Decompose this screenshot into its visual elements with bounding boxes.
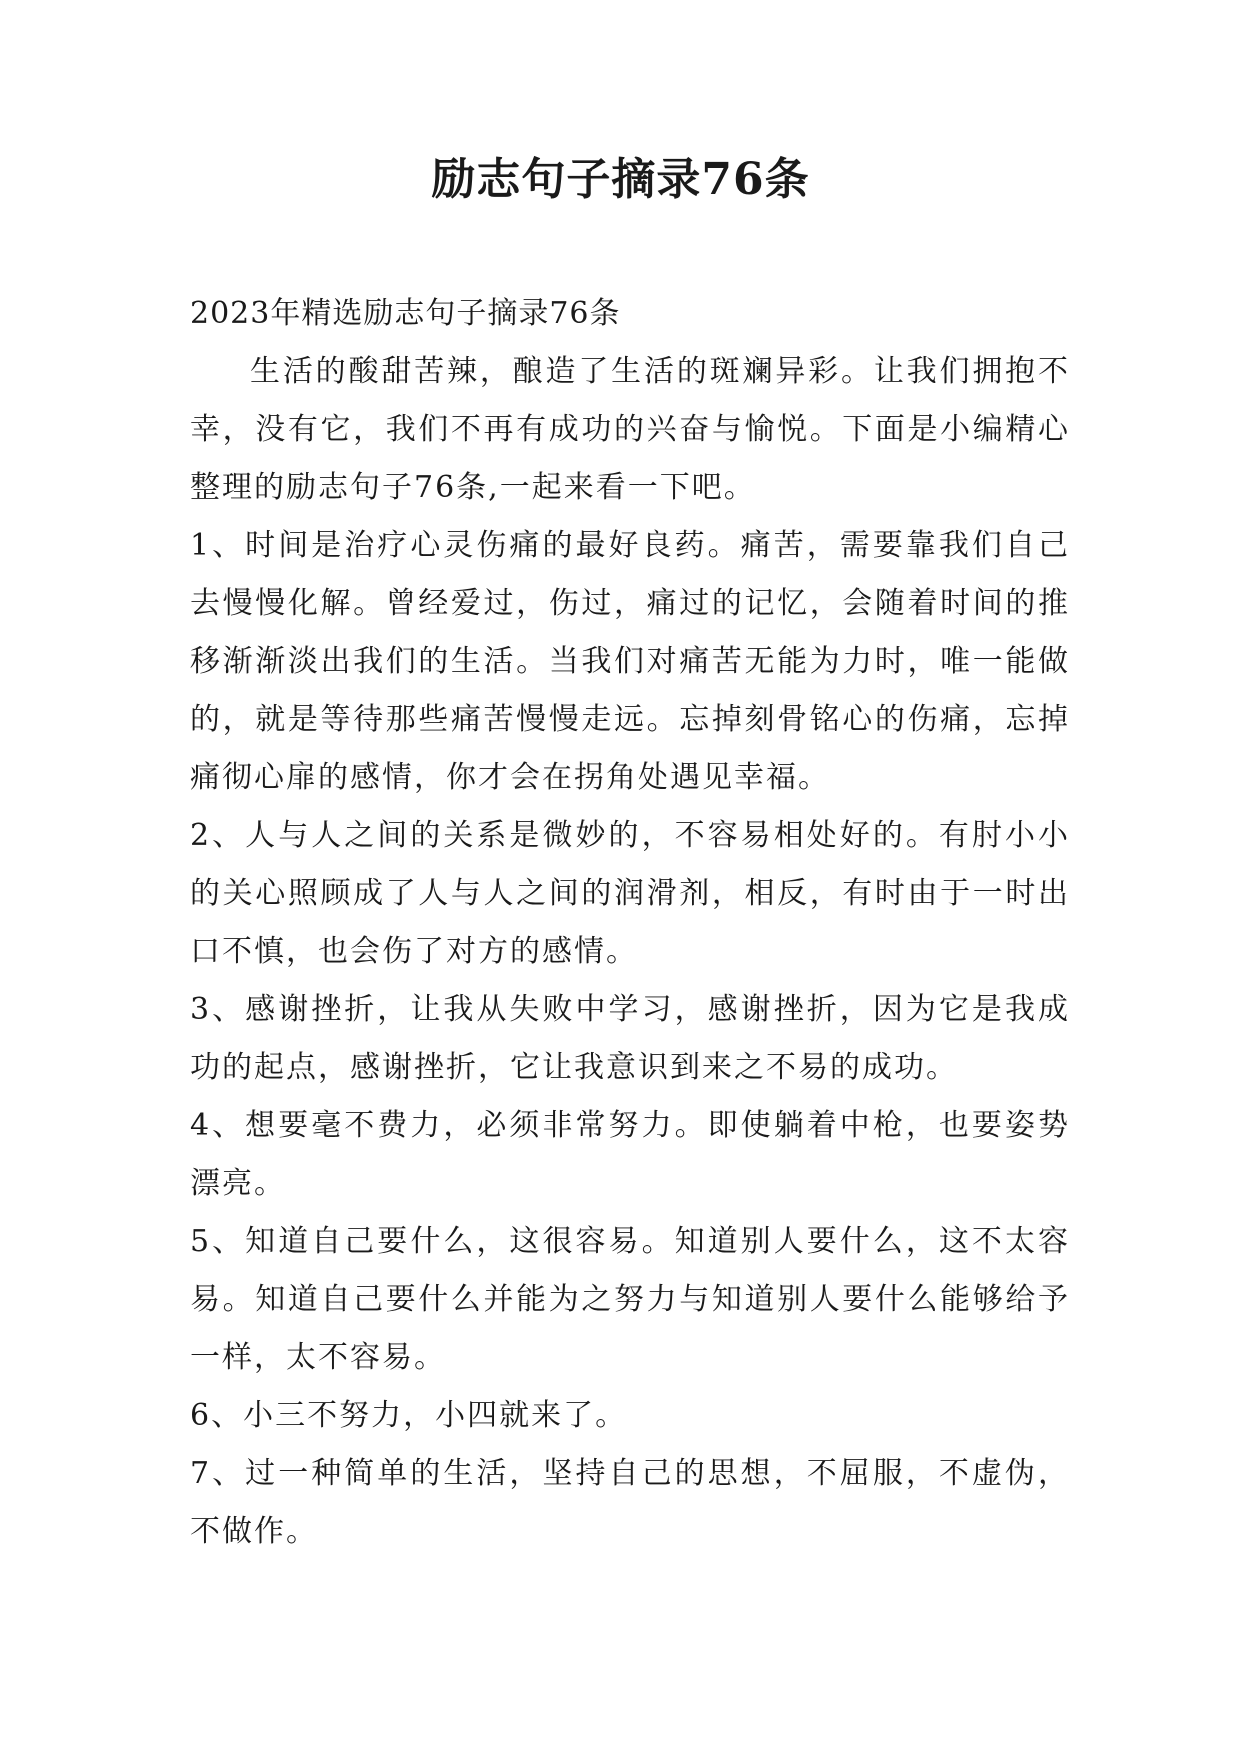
list-item: 2、人与人之间的关系是微妙的，不容易相处好的。有肘小小的关心照顾成了人与人之间的润滑剂，相反，有时由于一时出口不慎，也会伤了对方的感情。 — [190, 818, 1070, 969]
list-item: 5、知道自己要什么，这很容易。知道别人要什么，这不太容易。知道自己要什么并能为之努力与知道别人要什么能够给予一样，太不容易。 — [190, 1224, 1070, 1375]
intro-paragraph: 生活的酸甜苦辣，酿造了生活的斑斓异彩。让我们拥抱不幸，没有它，我们不再有成功的兴奋与愉悦。下面是小编精心整理的励志句子76条,一起来看一下吧。 — [190, 354, 1070, 505]
list-item: 1、时间是治疗心灵伤痛的最好良药。痛苦，需要靠我们自己去慢慢化解。曾经爱过，伤过，痛过的记忆，会随着时间的推移渐渐淡出我们的生活。当我们对痛苦无能为力时，唯一能做的，就是等待那些痛苦慢慢走远。忘掉刻骨铭心的伤痛，忘掉痛彻心扉的感情，你才会在拐角处遇见幸福。 — [190, 528, 1070, 795]
list-item: 6、小三不努力，小四就来了。 — [190, 1398, 628, 1433]
document-body — [190, 285, 1070, 1561]
list-item: 4、想要毫不费力，必须非常努力。即使躺着中枪，也要姿势漂亮。 — [190, 1108, 1070, 1201]
document-title: 励志句子摘录76条 — [431, 154, 810, 205]
list-item: 7、过一种简单的生活，坚持自己的思想，不屈服，不虚伪，不做作。 — [190, 1456, 1070, 1549]
document-subtitle: 2023年精选励志句子摘录76条 — [190, 296, 621, 331]
list-item: 3、感谢挫折，让我从失败中学习，感谢挫折，因为它是我成功的起点，感谢挫折，它让我意识到来之不易的成功。 — [190, 992, 1070, 1085]
